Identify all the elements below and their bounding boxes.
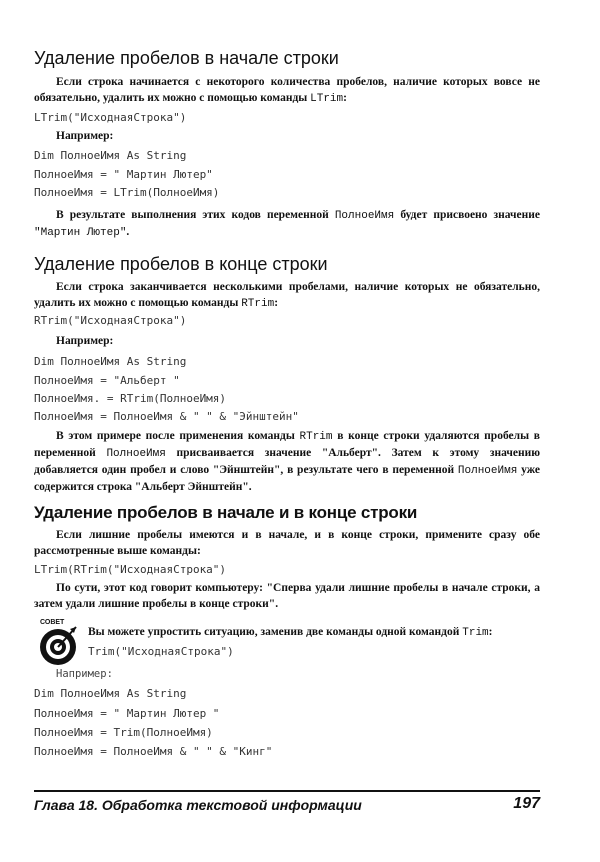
ltrim-result-paragraph: В результате выполнения этих кодов переменной ПолноеИмя будет присвоено значение "Мартин Лютер".	[34, 209, 540, 239]
section-heading-ltrim: Удаление пробелов в начале строки	[34, 48, 339, 68]
section-heading-trim: Удаление пробелов в начале и в конце строки	[34, 503, 418, 522]
rtrim-explanation-paragraph: В этом примере после применения команды RTrim в конце строки удаляются пробелы в переменной ПолноеИмя присваивается значение "Альберт". Затем к этому значению добавляется один пробел и слово "Эйнштейн", в результате чего в переменной ПолноеИмя уже содержится строка "Альберт Эйнштейн".	[34, 430, 541, 493]
ltrim-example-line: ПолноеИмя = LTrim(ПолноеИмя)	[34, 186, 220, 199]
rtrim-example-line: Dim ПолноеИмя As String	[34, 355, 187, 368]
ltrim-example-line: ПолноеИмя = " Мартин Лютер"	[34, 168, 213, 181]
trim-example-label: Например:	[56, 668, 113, 680]
rtrim-example-line: ПолноеИмя = ПолноеИмя & " " & "Эйнштейн"	[34, 410, 299, 423]
ltrim-example-line: Dim ПолноеИмя As String	[34, 149, 187, 162]
footer-chapter-title: Глава 18. Обработка текстовой информации	[34, 797, 362, 813]
footer-divider	[34, 790, 540, 792]
rtrim-example-line: ПолноеИмя. = RTrim(ПолноеИмя)	[34, 392, 227, 405]
rtrim-example-label: Например:	[56, 335, 114, 347]
trim-explanation-paragraph: По сути, этот код говорит компьютеру: "Сперва удали лишние пробелы в начале строки, а затем удали лишние пробелы в конце строки".	[34, 582, 540, 610]
footer-page-number: 197	[513, 795, 540, 812]
tip-trim-code: Trim("ИсходнаяСтрока")	[88, 645, 234, 658]
trim-combined-code: LTrim(RTrim("ИсходнаяСтрока")	[34, 563, 227, 576]
rtrim-syntax-code: RTrim("ИсходнаяСтрока")	[34, 314, 187, 327]
rtrim-intro-paragraph: Если строка заканчивается несколькими пробелами, наличие которых не обязательно, удалить их можно с помощью команды RTrim:	[34, 281, 540, 310]
ltrim-example-label: Например:	[56, 130, 114, 142]
trim-example-line: ПолноеИмя = Trim(ПолноеИмя)	[34, 726, 213, 739]
ltrim-intro-paragraph: Если строка начинается с некоторого количества пробелов, наличие которых вовсе не обязательно, удалить их можно с помощью команды LTrim:	[34, 76, 540, 105]
ltrim-syntax-code: LTrim("ИсходнаяСтрока")	[34, 111, 187, 124]
trim-intro-paragraph: Если лишние пробелы имеются и в начале, и в конце строки, примените сразу обе рассмотренные выше команды:	[34, 529, 540, 557]
tip-paragraph: Вы можете упростить ситуацию, заменив две команды одной командой Trim:	[88, 626, 493, 639]
trim-example-line: ПолноеИмя = " Мартин Лютер "	[34, 707, 220, 720]
trim-example-line: ПолноеИмя = ПолноеИмя & " " & "Кинг"	[34, 745, 273, 758]
section-heading-rtrim: Удаление пробелов в конце строки	[34, 254, 328, 274]
tip-badge-label: СОВЕТ	[40, 619, 65, 626]
rtrim-example-line: ПолноеИмя = "Альберт "	[34, 374, 180, 387]
tip-target-icon	[34, 615, 82, 667]
trim-example-line: Dim ПолноеИмя As String	[34, 687, 187, 700]
